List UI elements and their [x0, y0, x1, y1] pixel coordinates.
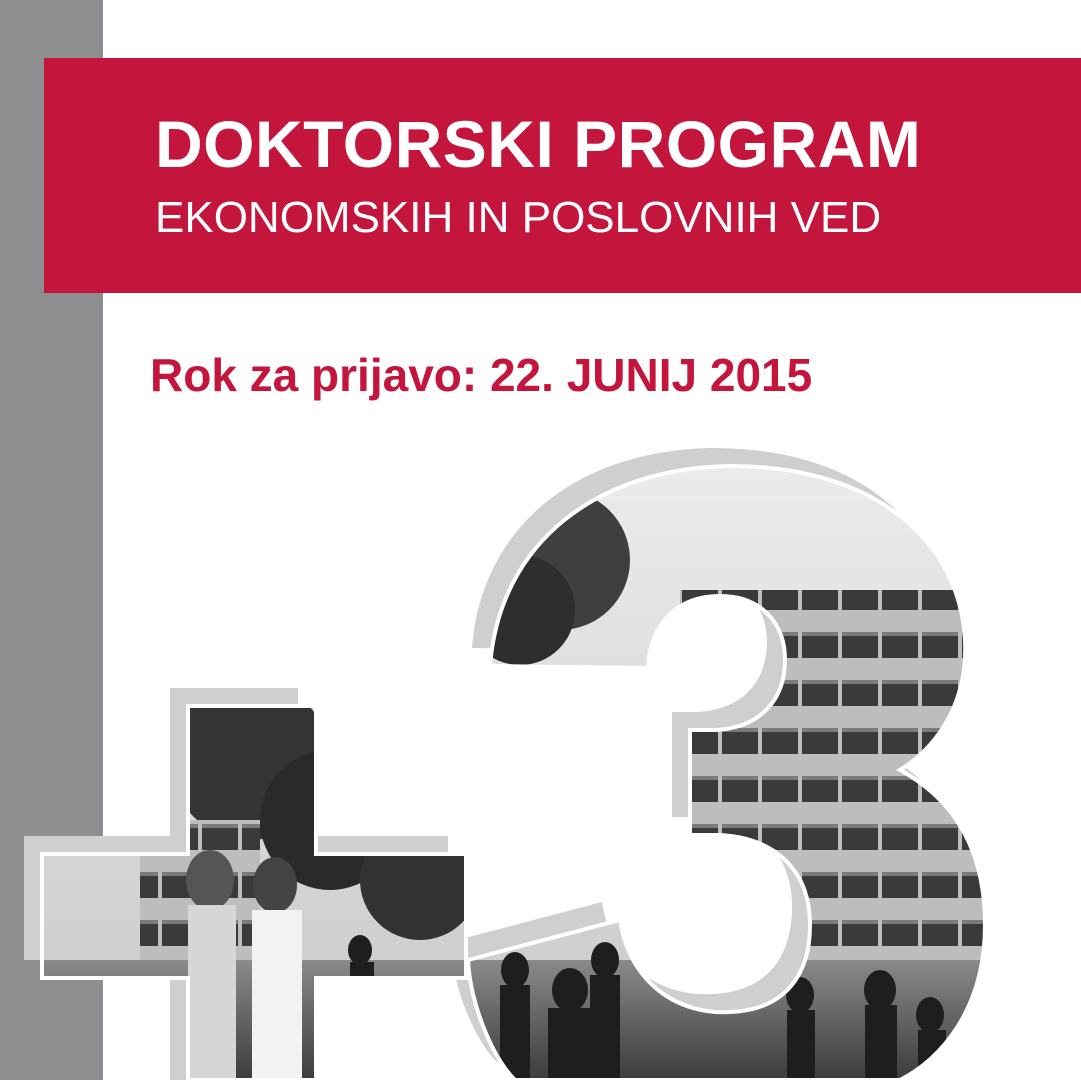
program-subtitle: EKONOMSKIH IN POSLOVNIH VED [155, 193, 882, 242]
plus-three-photo-graphic [0, 420, 1081, 1080]
application-deadline: Rok za prijavo: 22. JUNIJ 2015 [150, 349, 813, 401]
program-title: DOKTORSKI PROGRAM [155, 107, 922, 181]
